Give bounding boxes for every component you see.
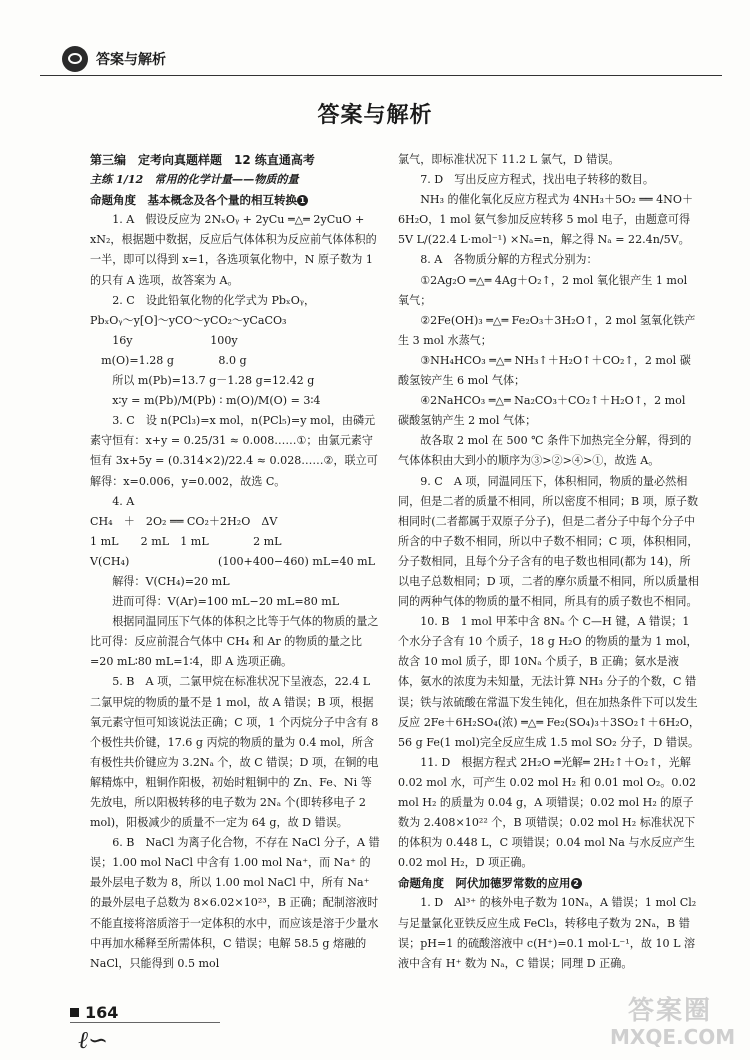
page-number: 164 <box>85 1003 119 1022</box>
answer-paragraph: ④2NaHCO₃ ═△═ Na₂CO₃＋CO₂↑＋H₂O↑，2 mol 碳酸氢钠产生 2 mol 气体； <box>398 394 686 428</box>
numbered-circle-icon: 1 <box>297 195 308 206</box>
answer-paragraph: 7. D 写出反应方程式，找出电子转移的数目。 <box>420 173 654 187</box>
right-column <box>398 150 700 974</box>
answer-paragraph: ①2Ag₂O ═△═ 4Ag＋O₂↑，2 mol 氧化银产生 1 mol 氧气； <box>398 273 688 307</box>
answer-paragraph: 8. A 各物质分解的方程式分别为： <box>420 253 598 267</box>
answer-paragraph: ③NH₄HCO₃ ═△═ NH₃↑＋H₂O↑＋CO₂↑，2 mol 碳酸氢铵产生 6 mol 气体； <box>398 353 691 388</box>
answer-paragraph: 11. D 根据方程式 2H₂O ═光解═ 2H₂↑＋O₂↑，光解 0.02 mol 水，可产生 0.02 mol H₂ 和 0.01 mol O₂。0.02 mol H₂ 的质量为 0.04 g，A 项错误；0.02 mol H₂ 的原子数为 2.408×10²² 个，B 项错误；0.02 mol H₂ 标准状况下的体积为 0.448 L，C 项错误；0.04 mol Na 与水反应产生 0.02 mol H₂，D 项正确。 <box>398 755 697 870</box>
text-line: PbₓOᵧ～y[O]～yCO～yCO₂～yCaCO₃ <box>90 313 287 327</box>
answer-paragraph: 1. D Al³⁺ 的核外电子数为 10Nₐ，A 错误；1 mol Cl₂ 与足量氯化亚铁反应生成 FeCl₃，转移电子数为 2Nₐ，B 错误；pH=1 的硫酸溶液中 c(H⁺)=0.1 mol·L⁻¹，故 10 L 溶液中含有 H⁺ 数为 Nₐ，C 错误；同理 D 正确。 <box>398 896 697 970</box>
header-rule <box>40 75 722 76</box>
topic-heading-text: 命题角度 基本概念及各个量的相互转换 <box>90 193 297 208</box>
text-line: 16y 100y <box>90 333 238 347</box>
answer-paragraph: NH₃ 的催化氧化反应方程式为 4NH₃＋5O₂ ══ 4NO＋6H₂O，1 mol 氨气参加反应转移 5 mol 电子，由题意可得 5V L/(22.4 L·mol⁻¹) ×Nₐ=n，解之得 Nₐ = 22.4n/5V。 <box>398 193 694 247</box>
header-title: 答案与解析 <box>96 52 166 68</box>
answer-paragraph: 进而可得：V(Ar)=100 mL−20 mL=80 mL <box>112 595 340 609</box>
answer-paragraph: 解得：V(CH₄)=20 mL <box>112 574 230 588</box>
numbered-circle-icon: 2 <box>571 878 582 889</box>
answer-paragraph: 故各取 2 mol 在 500 ℃ 条件下加热完全分解，得到的气体体积由大到小的顺序为③>②>④>①，故选 A。 <box>398 434 692 468</box>
answer-paragraph: 1. A 假设反应为 2NₓOᵧ + 2yCu ═△═ 2yCuO + xN₂，根据题中数据，反应后气体体积为反应前气体体积的一半，即可以得到 x=1，各选项氧化物中，N 原子数为 1 的只有 A 选项，故答案为 A。 <box>90 213 377 287</box>
answer-paragraph: 5. B A 项，二氯甲烷在标准状况下呈液态，22.4 L 二氯甲烷的物质的量不是 1 mol，故 A 错误；B 项，根据氧元素守恒可知该说法正确；C 项，1 个丙烷分子中含有 8 个极性共价键，17.6 g 丙烷的物质的量为 0.4 mol，所含有极性共价键应为 3.2Nₐ 个，故 C 错误；D 项，在铜的电解精炼中，粗铜作阳极，初始时粗铜中的 Zn、Fe、Ni 等先放电，所以阳极转移的电子数为 2Nₐ 个(即转移电子 2 mol)，阳极减少的质量不一定为 64 g，故 D 错误。 <box>90 675 379 830</box>
text-line: CH₄ ＋ 2O₂ ══ CO₂＋2H₂O ΔV <box>90 514 278 528</box>
answer-paragraph: 6. B NaCl 为离子化合物，不存在 NaCl 分子，A 错误；1.00 mol NaCl 中含有 1.00 mol Na⁺，而 Na⁺ 的最外层电子数为 8，所以 1.00 mol NaCl 中，所有 Na⁺ 的最外层电子总数为 8×6.02×10²³，B 正确；配制溶液时不能直接将溶质溶于一定体积的水中，而应该是溶于少量水中再加水稀释至所需体积，C 错误；电解 58.5 g 熔融的 NaCl，只能得到 0.5 mol <box>90 836 380 970</box>
answer-paragraph: 4. A <box>112 494 135 508</box>
running-header <box>62 44 166 74</box>
topic-heading <box>90 190 380 210</box>
watermark-line1: 答案圈 <box>627 996 712 1026</box>
text-line: m(O)=1.28 g 8.0 g <box>90 353 247 367</box>
text-line: V(CH₄) (100+400−460) mL=40 mL <box>90 554 376 568</box>
page-footer <box>70 1003 118 1022</box>
book-logo-icon <box>62 46 88 72</box>
answer-paragraph: 所以 m(Pb)=13.7 g－1.28 g=12.42 g <box>112 374 315 388</box>
topic-heading-text: 命题角度 阿伏加德罗常数的应用 <box>398 876 571 891</box>
answer-paragraph: x∶y = m(Pb)/M(Pb) ∶ m(O)/M(O) = 3∶4 <box>112 394 321 408</box>
answer-paragraph: ②2Fe(OH)₃ ═△═ Fe₂O₃＋3H₂O↑，2 mol 氢氧化铁产生 3 mol 水蒸气； <box>398 313 696 347</box>
square-bullet-icon <box>70 1008 79 1017</box>
watermark <box>610 996 736 1050</box>
watermark-line2: MXQE.COM <box>610 1025 736 1049</box>
answer-paragraph: 3. C 设 n(PCl₃)=x mol，n(PCl₅)=y mol，由磷元素守恒有：x+y = 0.25/31 ≈ 0.008……①；由氯元素守恒有 3x+5y = (0.314×2)/22.4 ≈ 0.028……②，联立可解得：x=0.006，y=0.002，故选 C。 <box>90 414 378 488</box>
text-line: 氯气，即标准状况下 11.2 L 氯气，D 错误。 <box>398 153 620 166</box>
left-column <box>90 150 380 974</box>
text-line: 1 mL 2 mL 1 mL 2 mL <box>90 534 282 548</box>
answer-paragraph: 9. C A 项，同温同压下，体积相同，物质的量必然相同，但是二者的质量不相同，所以密度不相同；B 项，原子数相同时(二者都属于双原子分子)，但是二者分子中每个分子中所含的中子数不相同，所以中子数不相同；C 项，体积相同，分子数相同，且每个分子含有的电子数也相同(都为 14)，所以电子总数相同；D 项，二者的摩尔质量不相同，所以质量相同的两种气体的物质的量不相同，所具有的质子数也不相同。 <box>398 474 699 609</box>
topic-heading <box>398 873 700 893</box>
answer-paragraph: 根据同温同压下气体的体积之比等于气体的物质的量之比可得：反应前混合气体中 CH₄ 和 Ar 的物质的量之比=20 mL∶80 mL=1∶4，即 A 选项正确。 <box>90 615 379 669</box>
unit-heading: 主练 1/12 常用的化学计量——物质的量 <box>90 173 299 187</box>
answer-paragraph: 2. C 设此铅氧化物的化学式为 PbₓOᵧ， <box>112 293 316 307</box>
page-title: 答案与解析 <box>317 103 433 128</box>
handwritten-mark: ℓ∽ <box>78 1026 109 1054</box>
section-heading: 第三编 定考向真题样题 12 练直通高考 <box>90 153 315 167</box>
answer-paragraph: 10. B 1 mol 甲苯中含 8Nₐ 个 C—H 键，A 错误；1 个水分子含有 10 个质子，18 g H₂O 的物质的量为 1 mol，故含 10 mol 质子，即 10Nₐ 个质子，B 正确；氨水是液体，氨水的浓度为未知量，无法计算 NH₃ 分子的个数，C 错误；铁与浓硫酸在常温下发生钝化，但在加热条件下可以发生反应 2Fe＋6H₂SO₄(浓) ═△═ Fe₂(SO₄)₃＋3SO₂↑＋6H₂O，56 g Fe(1 mol)完全反应生成 1.5 mol SO₂ 分子，D 错误。 <box>398 615 700 749</box>
footer-rule <box>70 1022 220 1023</box>
